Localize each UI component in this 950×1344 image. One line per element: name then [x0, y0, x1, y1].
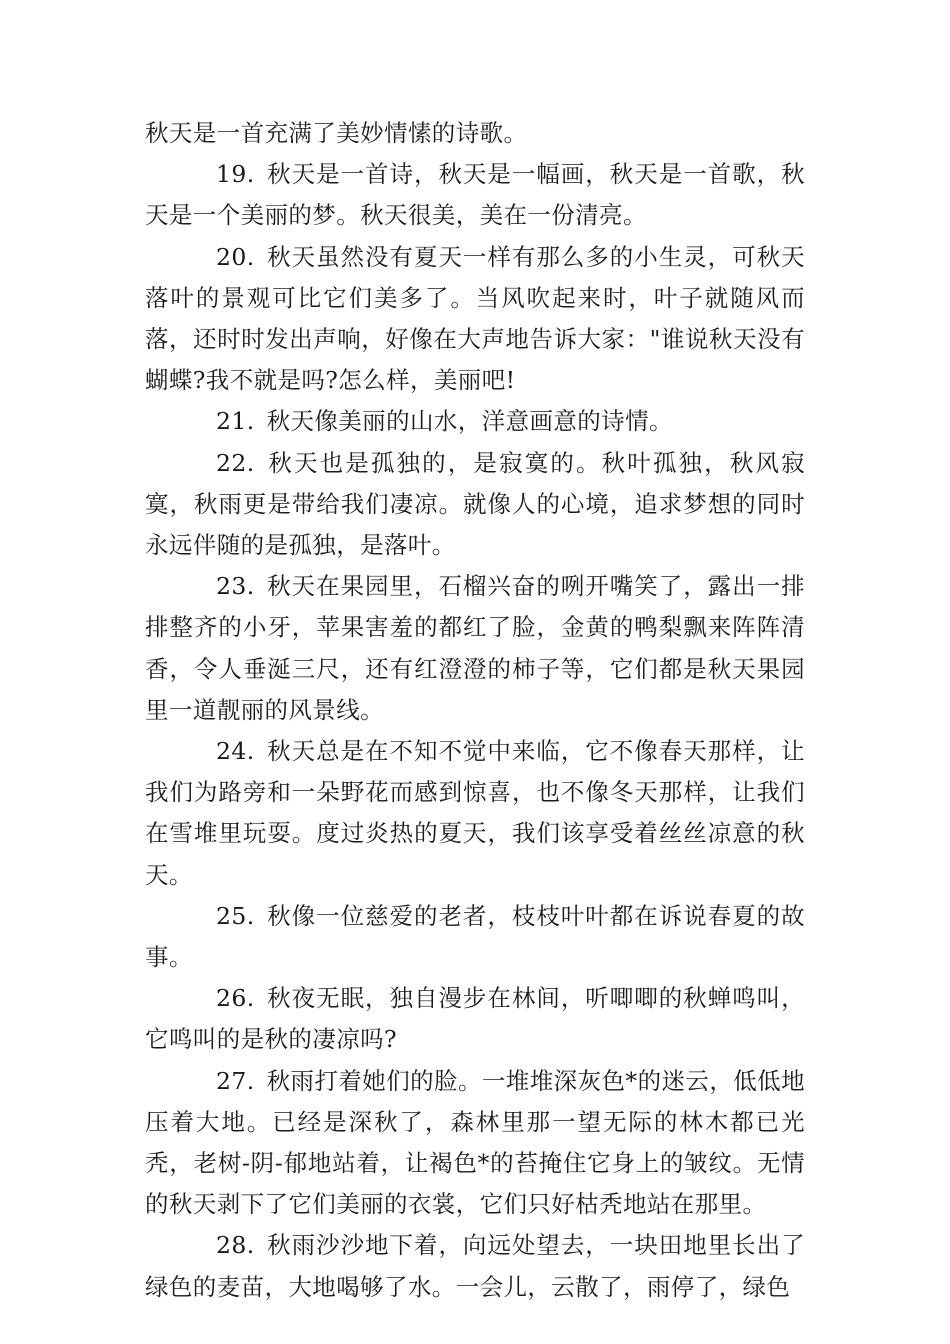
paragraph-number: 19.	[216, 160, 255, 189]
paragraph-25	[145, 896, 805, 978]
paragraph-text: 秋天也是孤独的，是寂寞的。秋叶孤独，秋风寂寞，秋雨更是带给我们凄凉。就像人的心境，追求梦想的同时永远伴随的是孤独，是落叶。	[145, 448, 805, 560]
paragraph-text: 秋天虽然没有夏天一样有那么多的小生灵，可秋天落叶的景观可比它们美多了。当风吹起来时，叶子就随风而落，还时时发出声响，好像在大声地告诉大家："谁说秋天没有蝴蝶?我不就是吗?怎么样，美丽吧!	[145, 242, 805, 395]
paragraph-number: 23.	[216, 572, 255, 601]
paragraph-21	[145, 401, 805, 442]
body-text	[145, 113, 805, 1308]
paragraph-26	[145, 978, 805, 1060]
paragraph-text: 秋天是一首诗，秋天是一幅画，秋天是一首歌，秋天是一个美丽的梦。秋天很美，美在一份清亮。	[145, 160, 805, 230]
paragraph-23	[145, 566, 805, 731]
paragraph-text: 秋天像美丽的山水，洋意画意的诗情。	[266, 407, 673, 436]
paragraph-text: 秋雨打着她们的脸。一堆堆深灰色*的迷云，低低地压着大地。已经是深秋了，森林里那一望无际的林木都已光秃，老树-阴-郁地站着，让褐色*的苔掩住它身上的皱纹。无情的秋天剥下了它们美丽的衣裳，它们只好枯秃地站在那里。	[145, 1066, 805, 1219]
paragraph-text: 秋天总是在不知不觉中来临，它不像春天那样，让我们为路旁和一朵野花而感到惊喜，也不像冬天那样，让我们在雪堆里玩耍。度过炎热的夏天，我们该享受着丝丝凉意的秋天。	[145, 737, 805, 889]
paragraph-28	[145, 1225, 805, 1307]
paragraph-24	[145, 731, 805, 896]
paragraph-20	[145, 237, 805, 402]
paragraph-number: 24.	[216, 737, 255, 766]
paragraph-text: 秋天在果园里，石榴兴奋的咧开嘴笑了，露出一排排整齐的小牙，苹果害羞的都红了脸，金黄的鸭梨飘来阵阵清香，令人垂涎三尺，还有红澄澄的柿子等，它们都是秋天果园里一道靓丽的风景线。	[145, 572, 805, 724]
paragraph-number: 21.	[216, 407, 255, 436]
paragraph-number: 27.	[216, 1066, 255, 1095]
paragraph-19	[145, 154, 805, 236]
paragraph-number: 25.	[216, 901, 255, 930]
paragraph-number: 20.	[216, 242, 255, 271]
paragraph-number: 22.	[216, 448, 255, 477]
lead-paragraph: 秋天是一首充满了美妙情愫的诗歌。	[145, 119, 528, 147]
paragraph-text: 秋像一位慈爱的老者，枝枝叶叶都在诉说春夏的故事。	[145, 901, 805, 972]
paragraph-27	[145, 1061, 805, 1226]
paragraph-number: 28.	[216, 1231, 255, 1260]
paragraph-22	[145, 443, 805, 567]
paragraph-text: 秋夜无眠，独自漫步在林间，听唧唧的秋蝉鸣叫，它鸣叫的是秋的凄凉吗?	[145, 984, 805, 1054]
paragraph-number: 26.	[216, 984, 255, 1013]
paragraph-text: 秋雨沙沙地下着，向远处望去，一块田地里长出了绿色的麦苗，大地喝够了水。一会儿，云散了，雨停了，绿色	[145, 1231, 805, 1301]
